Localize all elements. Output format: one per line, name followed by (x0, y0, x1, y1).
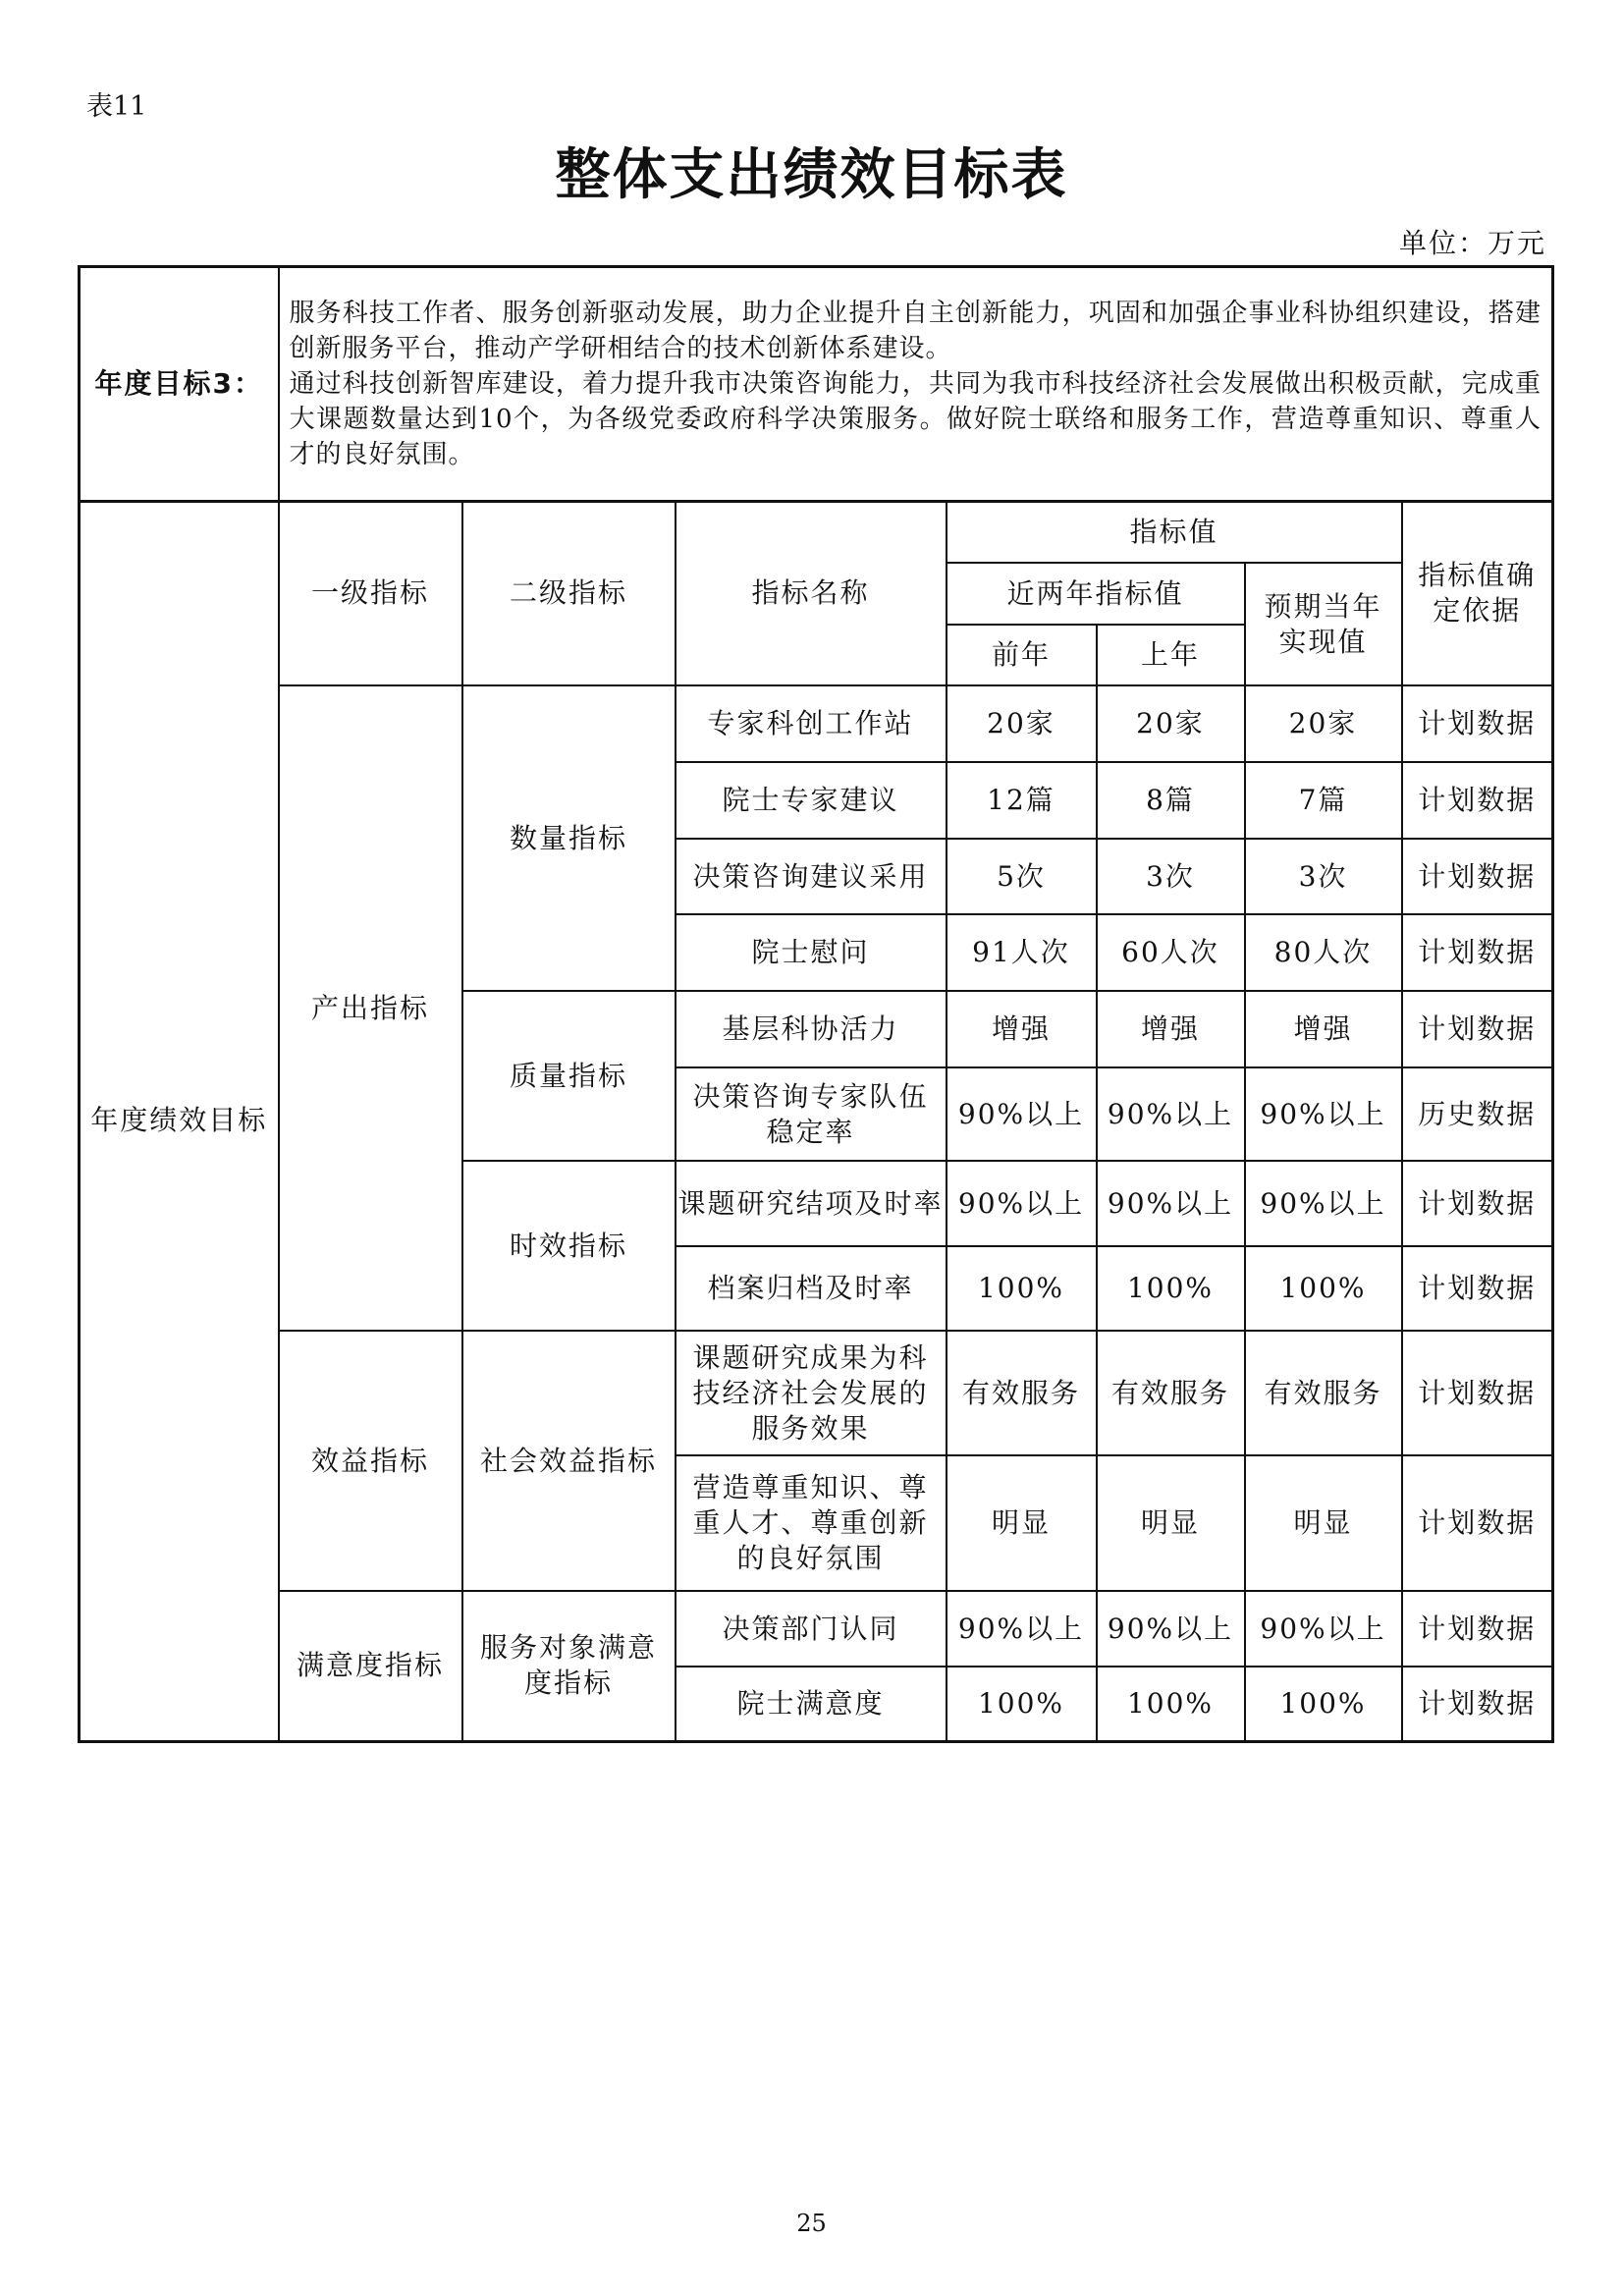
indicator-name: 课题研究成果为科技经济社会发展的服务效果 (676, 1331, 947, 1455)
value-prev: 90%以上 (947, 1161, 1097, 1246)
indicator-name: 决策咨询建议采用 (676, 839, 947, 914)
annual-goal-label: 年度目标3： (80, 267, 279, 502)
group-output: 产出指标 (279, 685, 462, 1331)
value-basis: 计划数据 (1402, 762, 1553, 839)
value-expected: 20家 (1245, 685, 1402, 762)
header-expected: 预期当年实现值 (1245, 563, 1402, 685)
value-prev: 90%以上 (947, 1591, 1097, 1667)
value-basis: 计划数据 (1402, 914, 1553, 991)
value-basis: 计划数据 (1402, 991, 1553, 1067)
indicator-name: 营造尊重知识、尊重人才、尊重创新的良好氛围 (676, 1455, 947, 1591)
value-last: 90%以上 (1097, 1067, 1245, 1161)
value-basis: 计划数据 (1402, 1591, 1553, 1667)
value-expected: 7篇 (1245, 762, 1402, 839)
value-expected: 100% (1245, 1667, 1402, 1741)
value-prev: 91人次 (947, 914, 1097, 991)
header-level1: 一级指标 (279, 501, 462, 685)
value-basis: 计划数据 (1402, 1161, 1553, 1246)
performance-target-table (78, 500, 1554, 1743)
table-row (80, 1331, 1553, 1455)
value-basis: 计划数据 (1402, 1331, 1553, 1455)
value-expected: 3次 (1245, 839, 1402, 914)
subgroup-service-satisfaction: 服务对象满意度指标 (462, 1591, 676, 1741)
group-satisfaction: 满意度指标 (279, 1591, 462, 1741)
value-prev: 20家 (947, 685, 1097, 762)
annual-goal-paragraph-1: 服务科技工作者、服务创新驱动发展，助力企业提升自主创新能力，巩固和加强企事业科协组织建设，搭建创新服务平台，推动产学研相结合的技术创新体系建设。 (289, 299, 1542, 363)
value-last: 20家 (1097, 685, 1245, 762)
group-benefit: 效益指标 (279, 1331, 462, 1591)
header-indicator-value: 指标值 (947, 501, 1402, 563)
indicator-name: 课题研究结项及时率 (676, 1161, 947, 1246)
value-basis: 计划数据 (1402, 1667, 1553, 1741)
value-last: 明显 (1097, 1455, 1245, 1591)
value-basis: 计划数据 (1402, 1455, 1553, 1591)
value-prev: 100% (947, 1246, 1097, 1331)
indicator-name: 院士满意度 (676, 1667, 947, 1741)
header-prev-year: 前年 (947, 625, 1097, 685)
annual-goal-paragraph-2: 通过科技创新智库建设，着力提升我市决策咨询能力，共同为我市科技经济社会发展做出积极贡献，完成重大课题数量达到10个，为各级党委政府科学决策服务。做好院士联络和服务工作，营造尊重知识、尊重人才的良好氛围。 (289, 369, 1542, 469)
value-expected: 90%以上 (1245, 1067, 1402, 1161)
value-last: 60人次 (1097, 914, 1245, 991)
indicator-name: 档案归档及时率 (676, 1246, 947, 1331)
value-basis: 历史数据 (1402, 1067, 1553, 1161)
page-title: 整体支出绩效目标表 (555, 143, 1068, 207)
subgroup-social: 社会效益指标 (462, 1331, 676, 1591)
table-row (80, 685, 1553, 762)
value-prev: 90%以上 (947, 1067, 1097, 1161)
page-number: 25 (796, 2210, 827, 2237)
value-last: 8篇 (1097, 762, 1245, 839)
value-expected: 90%以上 (1245, 1161, 1402, 1246)
section-cell: 年度绩效目标 (80, 501, 279, 1741)
indicator-name: 专家科创工作站 (676, 685, 947, 762)
value-expected: 80人次 (1245, 914, 1402, 991)
value-expected: 100% (1245, 1246, 1402, 1331)
value-last: 3次 (1097, 839, 1245, 914)
header-recent-two-years: 近两年指标值 (947, 563, 1245, 625)
value-basis: 计划数据 (1402, 839, 1553, 914)
indicator-name: 决策咨询专家队伍稳定率 (676, 1067, 947, 1161)
value-expected: 90%以上 (1245, 1591, 1402, 1667)
indicator-name: 院士慰问 (676, 914, 947, 991)
annual-goal-text (279, 267, 1553, 502)
header-last-year: 上年 (1097, 625, 1245, 685)
value-last: 90%以上 (1097, 1591, 1245, 1667)
indicator-name: 决策部门认同 (676, 1591, 947, 1667)
value-prev: 12篇 (947, 762, 1097, 839)
indicator-name: 院士专家建议 (676, 762, 947, 839)
indicator-name: 基层科协活力 (676, 991, 947, 1067)
value-prev: 明显 (947, 1455, 1097, 1591)
header-basis: 指标值确定依据 (1402, 501, 1553, 685)
value-last: 有效服务 (1097, 1331, 1245, 1455)
annual-goal-row (80, 267, 1553, 502)
value-basis: 计划数据 (1402, 1246, 1553, 1331)
value-expected: 明显 (1245, 1455, 1402, 1591)
value-prev: 增强 (947, 991, 1097, 1067)
table-row (80, 1591, 1553, 1667)
value-last: 增强 (1097, 991, 1245, 1067)
unit-label: 单位：万元 (1398, 227, 1546, 259)
value-prev: 有效服务 (947, 1331, 1097, 1455)
header-level2: 二级指标 (462, 501, 676, 685)
value-expected: 增强 (1245, 991, 1402, 1067)
value-last: 90%以上 (1097, 1161, 1245, 1246)
value-expected: 有效服务 (1245, 1331, 1402, 1455)
header-indicator-name: 指标名称 (676, 501, 947, 685)
annual-goal-table (78, 265, 1554, 503)
value-last: 100% (1097, 1667, 1245, 1741)
subgroup-quality: 质量指标 (462, 991, 676, 1161)
value-prev: 100% (947, 1667, 1097, 1741)
header-row-1 (80, 501, 1553, 563)
table-number: 表11 (86, 91, 147, 122)
value-last: 100% (1097, 1246, 1245, 1331)
subgroup-quantity: 数量指标 (462, 685, 676, 991)
subgroup-timeliness: 时效指标 (462, 1161, 676, 1331)
value-basis: 计划数据 (1402, 685, 1553, 762)
value-prev: 5次 (947, 839, 1097, 914)
